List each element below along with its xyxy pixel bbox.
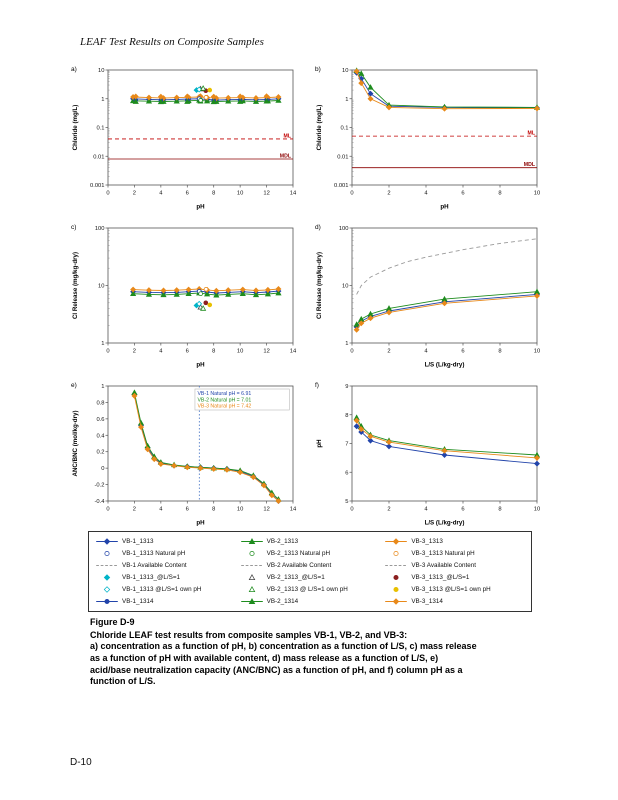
legend-entry — [384, 548, 525, 559]
svg-text:f): f) — [315, 382, 319, 389]
svg-text:2: 2 — [387, 506, 391, 513]
svg-text:1: 1 — [345, 96, 349, 103]
svg-text:MDL: MDL — [279, 153, 291, 160]
legend-marker-icon — [384, 537, 408, 546]
svg-text:10: 10 — [236, 190, 244, 197]
legend-entry-label: VB-3_1313_@L/S=1 — [411, 574, 470, 581]
svg-text:Cl Release (mg/kg-dry): Cl Release (mg/kg-dry) — [316, 251, 323, 320]
svg-text:0.1: 0.1 — [340, 125, 349, 132]
legend-entry — [240, 572, 381, 583]
chart-panel-b — [314, 62, 544, 212]
legend-entry-label: VB-1_1313 Natural pH — [122, 550, 186, 557]
svg-text:-0.4: -0.4 — [94, 499, 105, 505]
legend-entry-label: VB-2_1313 — [266, 538, 299, 545]
legend-marker-icon — [384, 573, 408, 582]
svg-text:14: 14 — [289, 348, 297, 355]
svg-text:c): c) — [71, 224, 77, 231]
svg-text:6: 6 — [185, 190, 189, 197]
page-number: D-10 — [70, 757, 92, 768]
caption-line: a) concentration as a function of pH, b) concentration as a function of L/S, c) mass release — [90, 641, 477, 652]
chart-panel-e — [70, 378, 300, 528]
legend-entry — [240, 548, 381, 559]
legend-entry — [240, 536, 381, 547]
legend-entry — [384, 572, 525, 583]
svg-text:pH: pH — [196, 203, 205, 211]
legend-entry-label: VB-3_1313 — [411, 538, 443, 545]
svg-text:4: 4 — [159, 190, 163, 197]
figure-panels — [70, 62, 544, 528]
caption-line: function of L/S. — [90, 676, 156, 687]
svg-text:10: 10 — [342, 283, 349, 290]
legend-entry-label: VB-1 Available Content — [122, 562, 187, 569]
svg-text:0.2: 0.2 — [96, 449, 105, 456]
svg-text:8: 8 — [345, 412, 349, 419]
svg-text:1: 1 — [345, 341, 349, 347]
legend-entry-label: VB-2 Available Content — [266, 562, 332, 569]
caption-text — [90, 630, 542, 688]
svg-text:VB-2 Natural pH = 7.01: VB-2 Natural pH = 7.01 — [197, 397, 252, 404]
svg-text:pH: pH — [316, 439, 323, 448]
svg-text:100: 100 — [338, 226, 349, 232]
legend-entry-label: VB-3_1313 Natural pH — [411, 550, 475, 557]
legend-entry-label: VB-1_1313 — [122, 538, 154, 545]
legend-entry — [240, 584, 381, 595]
svg-text:2: 2 — [387, 348, 391, 355]
svg-text:0.8: 0.8 — [96, 400, 105, 407]
legend-marker-icon — [240, 597, 264, 606]
legend-entry — [384, 560, 525, 571]
legend-entry — [95, 596, 236, 607]
svg-text:2: 2 — [132, 506, 137, 513]
svg-text:8: 8 — [212, 348, 216, 355]
legend-marker-icon — [384, 597, 408, 606]
legend-entry — [95, 584, 236, 595]
svg-text:pH: pH — [440, 203, 449, 211]
svg-text:6: 6 — [345, 470, 349, 477]
svg-text:8: 8 — [498, 348, 502, 355]
svg-text:0.01: 0.01 — [337, 154, 349, 161]
legend-entry — [384, 596, 525, 607]
svg-text:e): e) — [71, 382, 77, 389]
legend-entry — [384, 536, 525, 547]
svg-text:ANC/BNC (mol/kg-dry): ANC/BNC (mol/kg-dry) — [72, 410, 79, 477]
legend-entry-label: VB-2_1313_@L/S=1 — [266, 574, 325, 581]
svg-text:ML: ML — [283, 133, 291, 140]
svg-text:4: 4 — [159, 348, 163, 355]
svg-text:100: 100 — [94, 226, 105, 232]
svg-text:0: 0 — [350, 348, 354, 355]
legend-marker-icon — [95, 549, 119, 558]
svg-text:0.4: 0.4 — [96, 433, 105, 440]
legend-marker-icon — [240, 549, 264, 558]
svg-text:ML: ML — [527, 130, 535, 137]
svg-text:8: 8 — [212, 190, 216, 197]
svg-text:12: 12 — [263, 506, 270, 513]
legend-entry — [95, 572, 236, 583]
legend-entry — [240, 596, 381, 607]
svg-text:0.6: 0.6 — [96, 416, 105, 423]
svg-text:-0.2: -0.2 — [94, 482, 105, 489]
legend-entry-label: VB-1_1314 — [122, 598, 154, 605]
legend-marker-icon — [384, 561, 408, 570]
svg-text:Chloride (mg/L): Chloride (mg/L) — [316, 104, 323, 151]
legend-entry — [95, 560, 236, 571]
svg-text:pH: pH — [196, 361, 205, 369]
figure-caption — [90, 617, 542, 688]
svg-text:10: 10 — [342, 68, 349, 74]
svg-text:L/S (L/kg-dry): L/S (L/kg-dry) — [424, 361, 465, 369]
legend-marker-icon — [384, 549, 408, 558]
svg-text:8: 8 — [498, 506, 502, 513]
legend-entry — [95, 548, 236, 559]
running-header: LEAF Test Results on Composite Samples — [80, 36, 264, 48]
svg-text:VB-1 Natural pH = 6.91: VB-1 Natural pH = 6.91 — [197, 391, 252, 397]
svg-text:0.001: 0.001 — [89, 183, 105, 189]
svg-text:Cl Release (mg/kg-dry): Cl Release (mg/kg-dry) — [72, 251, 79, 320]
figure-label: Figure D-9 — [90, 617, 135, 627]
svg-text:1: 1 — [101, 96, 105, 103]
chart-panel-d — [314, 220, 544, 370]
svg-text:8: 8 — [212, 506, 216, 513]
legend-marker-icon — [240, 537, 264, 546]
legend-marker-icon — [95, 561, 119, 570]
svg-text:12: 12 — [263, 190, 270, 197]
svg-text:0: 0 — [106, 506, 110, 513]
svg-text:VB-3 Natural pH = 7.42: VB-3 Natural pH = 7.42 — [197, 403, 252, 410]
legend-entry-label: VB-3 Available Content — [411, 562, 476, 569]
svg-text:0: 0 — [106, 190, 110, 197]
legend-entry-label: VB-1_1313 @L/S=1 own pH — [122, 586, 202, 593]
chart-panel-c — [70, 220, 300, 370]
svg-text:0: 0 — [350, 506, 354, 513]
legend-marker-icon — [240, 573, 264, 582]
legend-marker-icon — [95, 585, 119, 594]
svg-text:4: 4 — [424, 348, 428, 355]
svg-text:6: 6 — [185, 348, 189, 355]
svg-text:1: 1 — [101, 341, 105, 347]
svg-text:Chloride (mg/L): Chloride (mg/L) — [72, 104, 79, 151]
legend-entry-label: VB-2_1313 Natural pH — [266, 550, 331, 557]
legend-entry-label: VB-1_1313_@L/S=1 — [122, 574, 181, 581]
legend-marker-icon — [95, 597, 119, 606]
svg-text:5: 5 — [345, 499, 349, 505]
legend-marker-icon — [240, 561, 264, 570]
svg-text:0: 0 — [106, 348, 110, 355]
svg-text:8: 8 — [498, 190, 502, 197]
svg-text:6: 6 — [461, 348, 465, 355]
svg-text:10: 10 — [533, 190, 541, 197]
svg-text:a): a) — [71, 66, 77, 73]
svg-text:0: 0 — [350, 190, 354, 197]
svg-text:12: 12 — [263, 348, 270, 355]
svg-text:4: 4 — [424, 190, 428, 197]
legend-entry — [384, 584, 525, 595]
legend-marker-icon — [95, 537, 119, 546]
chart-panel-a — [70, 62, 300, 212]
legend-entry — [95, 536, 236, 547]
svg-text:10: 10 — [236, 348, 244, 355]
legend-grid — [95, 536, 525, 607]
svg-text:MDL: MDL — [523, 162, 535, 169]
svg-text:7: 7 — [345, 441, 349, 448]
caption-line: as a function of pH with available content, d) mass release as a function of L/S, e) — [90, 653, 439, 664]
svg-text:0.1: 0.1 — [96, 125, 105, 132]
svg-text:6: 6 — [185, 506, 189, 513]
svg-text:2: 2 — [132, 190, 137, 197]
svg-text:4: 4 — [424, 506, 428, 513]
svg-text:pH: pH — [196, 519, 205, 527]
legend-entry-label: VB-2_1313 @ L/S=1 own pH — [266, 586, 348, 593]
svg-text:b): b) — [315, 66, 321, 73]
legend-entry — [240, 560, 381, 571]
svg-text:1: 1 — [101, 384, 105, 390]
caption-line: acid/base neutralization capacity (ANC/BNC) as a function of pH, and f) column pH as a — [90, 664, 463, 675]
legend-marker-icon — [240, 585, 264, 594]
svg-text:10: 10 — [98, 68, 105, 74]
legend-entry-label: VB-2_1314 — [266, 598, 299, 605]
caption-line: Chloride LEAF test results from composite samples VB-1, VB-2, and VB-3: — [90, 629, 408, 640]
svg-text:14: 14 — [289, 190, 297, 197]
svg-text:10: 10 — [533, 348, 541, 355]
svg-text:0.01: 0.01 — [93, 154, 105, 161]
svg-text:6: 6 — [461, 506, 465, 513]
svg-text:10: 10 — [533, 506, 541, 513]
svg-text:9: 9 — [345, 384, 349, 390]
chart-panel-f — [314, 378, 544, 528]
legend-marker-icon — [384, 585, 408, 594]
svg-text:14: 14 — [289, 506, 297, 513]
legend-marker-icon — [95, 573, 119, 582]
svg-text:4: 4 — [159, 506, 163, 513]
legend-entry-label: VB-3_1313 @L/S=1 own pH — [411, 586, 491, 593]
legend-entry-label: VB-3_1314 — [411, 598, 443, 605]
svg-text:6: 6 — [461, 190, 465, 197]
svg-text:0: 0 — [101, 466, 105, 473]
svg-text:d): d) — [315, 224, 321, 231]
figure-legend — [88, 531, 532, 612]
svg-text:10: 10 — [98, 283, 105, 290]
svg-text:2: 2 — [387, 190, 391, 197]
svg-text:L/S (L/kg-dry): L/S (L/kg-dry) — [424, 519, 465, 527]
svg-text:2: 2 — [132, 348, 137, 355]
svg-text:10: 10 — [236, 506, 244, 513]
svg-text:0.001: 0.001 — [333, 183, 349, 189]
